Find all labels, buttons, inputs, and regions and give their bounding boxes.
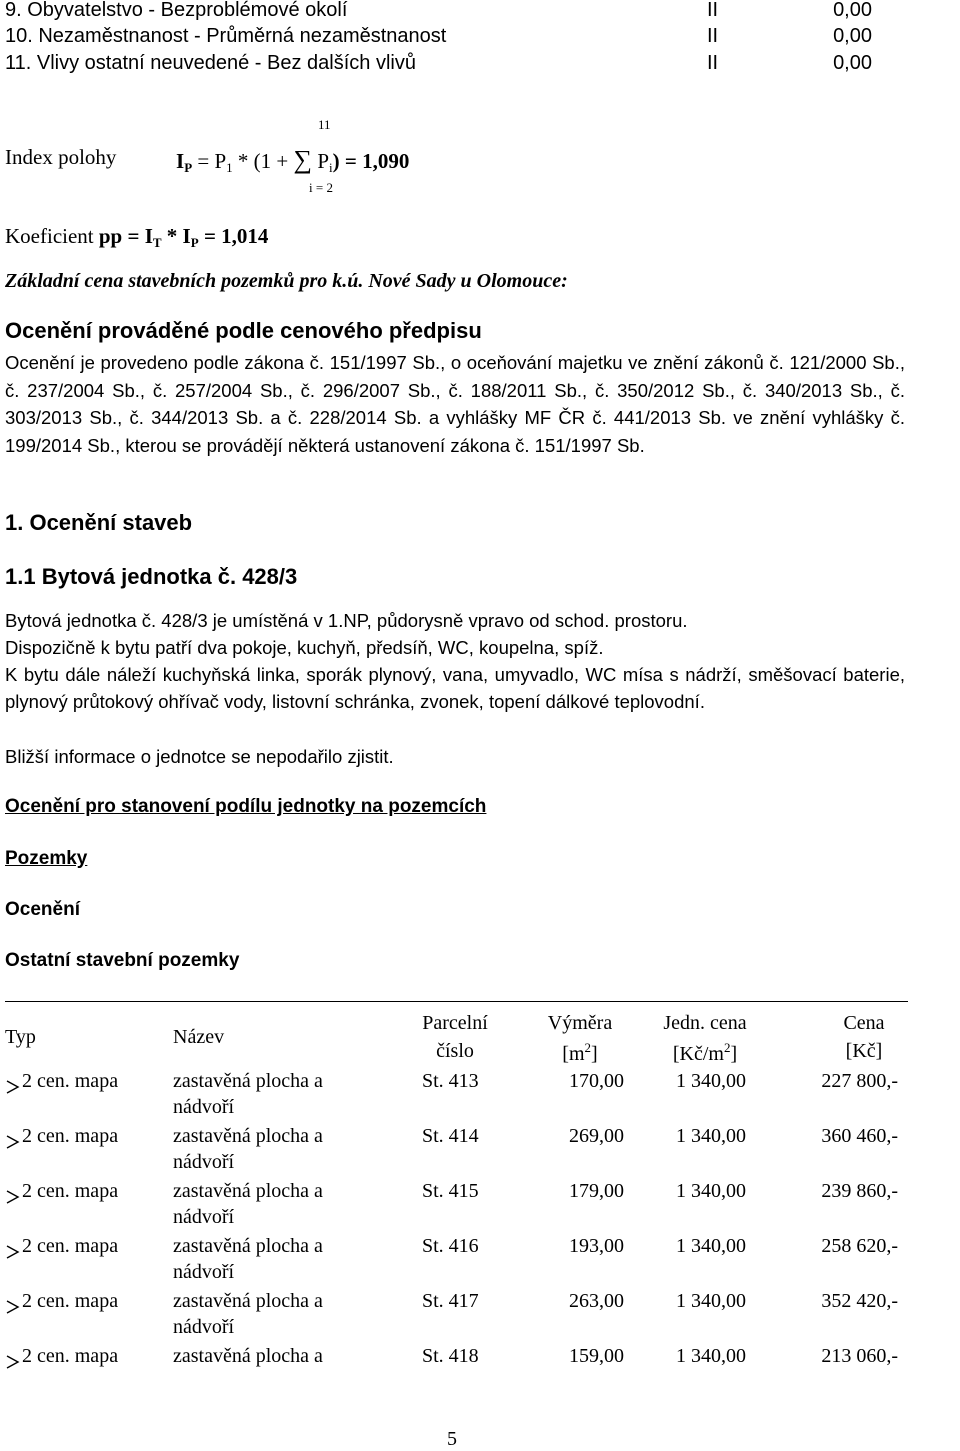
criterion-name: 9. Obyvatelstvo - Bezproblémové okolí [5,0,348,21]
cell-typ: 2 cen. mapa [22,1125,119,1147]
cell-nazev: zastavěná plocha a [173,1125,323,1147]
zakladni-cena-title: Základní cena stavebních pozemků pro k.ú. Nové Sady u Olomouce: [5,270,568,292]
cell-cena: 352 420,- [821,1290,898,1312]
cell-nazev-line2: nádvoří [173,1261,235,1283]
cell-nazev: zastavěná plocha a [173,1290,323,1312]
cell-vymera: 269,00 [569,1125,624,1147]
criterion-grade: II [707,0,719,21]
cell-nazev-line2: nádvoří [173,1316,235,1338]
row-bullet-icon [6,1298,22,1316]
cell-vymera: 159,00 [569,1345,624,1367]
cell-typ: 2 cen. mapa [22,1235,119,1257]
heading-oceneni: Ocenění [5,899,80,920]
cell-typ: 2 cen. mapa [22,1070,119,1092]
col-header-cena-unit: [Kč] [845,1040,883,1062]
cell-parcela: St. 418 [422,1345,479,1367]
cell-typ: 2 cen. mapa [22,1345,119,1367]
cell-vymera: 179,00 [569,1180,624,1202]
col-header-cislo: číslo [436,1040,474,1062]
cell-cena: 360 460,- [821,1125,898,1147]
col-header-vymera-unit: $[m^2]$ [562,1040,598,1065]
cell-vymera: 263,00 [569,1290,624,1312]
col-header-typ: Typ [5,1026,36,1048]
sum-upper-limit: 11 [318,117,331,132]
col-header-jedn-unit: $[Kč/m^2]$ [672,1040,738,1065]
page-number: 5 [447,1428,457,1450]
koeficient-pp: Koeficient pp = $I_T * I_P = 1,014$ [5,224,269,250]
heading-oceneni-staveb: 1. Ocenění staveb [5,510,193,535]
col-header-cena: Cena [843,1012,885,1034]
cell-vymera: 170,00 [569,1070,624,1092]
sigma-symbol: ∑ [293,145,313,174]
row-bullet-icon [6,1188,22,1206]
unit-paragraph: Bytová jednotka č. 428/3 je umístěná v 1.NP, půdorysně vpravo od schod. prostoru. [5,610,688,631]
cell-cena: 239 860,- [821,1180,898,1202]
cell-nazev: zastavěná plocha a [173,1070,323,1092]
row-bullet-icon [6,1133,22,1151]
cell-cena: 213 060,- [821,1345,898,1367]
unit-paragraph: K bytu dále náleží kuchyňská linka, sporák plynový, vana, umyvadlo, WC mísa s nádrží, směšovací baterie, plynový průtokový ohřívač vody, listovní schránka, zvonek, topení dálkové teplovodní. [5,664,905,712]
cell-jedn-cena: 1 340,00 [676,1235,746,1257]
cell-parcela: St. 416 [422,1235,479,1257]
index-polohy-label: Index polohy [5,145,117,169]
cell-nazev-line2: nádvoří [173,1096,235,1118]
heading-ostatni-pozemky: Ostatní stavební pozemky [5,950,240,971]
row-bullet-icon [6,1353,22,1371]
cell-nazev: zastavěná plocha a [173,1180,323,1202]
criterion-name: 10. Nezaměstnanost - Průměrná nezaměstnanost [5,25,447,47]
col-header-jedn-cena: Jedn. cena [663,1012,747,1034]
criterion-value: 0,00 [833,0,872,21]
cell-jedn-cena: 1 340,00 [676,1070,746,1092]
cell-parcela: St. 413 [422,1070,479,1092]
criterion-grade: II [707,25,719,47]
cell-nazev: zastavěná plocha a [173,1235,323,1257]
cell-nazev-line2: nádvoří [173,1151,235,1173]
col-header-nazev: Název [173,1026,225,1048]
cell-parcela: St. 417 [422,1290,479,1312]
row-bullet-icon [6,1078,22,1096]
cell-typ: 2 cen. mapa [22,1180,119,1202]
cell-nazev-line2: nádvoří [173,1206,235,1228]
row-bullet-icon [6,1243,22,1261]
cell-nazev: zastavěná plocha a [173,1345,323,1367]
table-top-rule [5,1001,908,1002]
cell-jedn-cena: 1 340,00 [676,1345,746,1367]
legal-paragraph: Ocenění je provedeno podle zákona č. 151/1997 Sb., o oceňování majetku ve znění zákonů č. 121/2000 Sb., č. 237/2004 Sb., č. 257/2004 Sb., č. 296/2007 Sb., č. 188/2011 Sb., č. 350/2012 Sb., č. 340/2013 Sb., č. 303/2013 Sb., č. 344/2013 Sb. a č. 228/2014 Sb. a vyhlášky MF ČR č. 441/2013 Sb. ve znění vyhlášky č. 199/2014 Sb., kterou se provádějí některá ustanovení zákona č. 151/1997 Sb. [5,352,905,456]
criterion-value: 0,00 [833,52,872,74]
heading-bytova-jednotka: 1.1 Bytová jednotka č. 428/3 [5,564,298,589]
col-header-parcelni: Parcelní [422,1012,488,1034]
heading-pozemky: Pozemky [5,848,88,869]
cell-jedn-cena: 1 340,00 [676,1180,746,1202]
index-polohy-formula: $I_P = P_1 * (1$ + ∑ $P_i) = 1,090$ [176,145,410,175]
cell-cena: 227 800,- [821,1070,898,1092]
sum-lower-limit: i = 2 [309,180,333,195]
criterion-value: 0,00 [833,25,872,47]
unit-paragraph: Bližší informace o jednotce se nepodařilo zjistit. [5,746,394,767]
unit-paragraph: Dispozičně k bytu patří dva pokoje, kuchyň, předsíň, WC, koupelna, spíž. [5,637,604,658]
cell-vymera: 193,00 [569,1235,624,1257]
criterion-grade: II [707,52,719,74]
cell-typ: 2 cen. mapa [22,1290,119,1312]
cell-jedn-cena: 1 340,00 [676,1125,746,1147]
cell-parcela: St. 414 [422,1125,479,1147]
criterion-name: 11. Vlivy ostatní neuvedené - Bez dalších vlivů [5,52,416,74]
heading-oceneni-predpis: Ocenění prováděné podle cenového předpisu [5,318,482,343]
cell-parcela: St. 415 [422,1180,479,1202]
heading-podil-pozemky: Ocenění pro stanovení podílu jednotky na pozemcích [5,796,487,817]
cell-jedn-cena: 1 340,00 [676,1290,746,1312]
cell-cena: 258 620,- [821,1235,898,1257]
col-header-vymera: Výměra [547,1012,613,1034]
